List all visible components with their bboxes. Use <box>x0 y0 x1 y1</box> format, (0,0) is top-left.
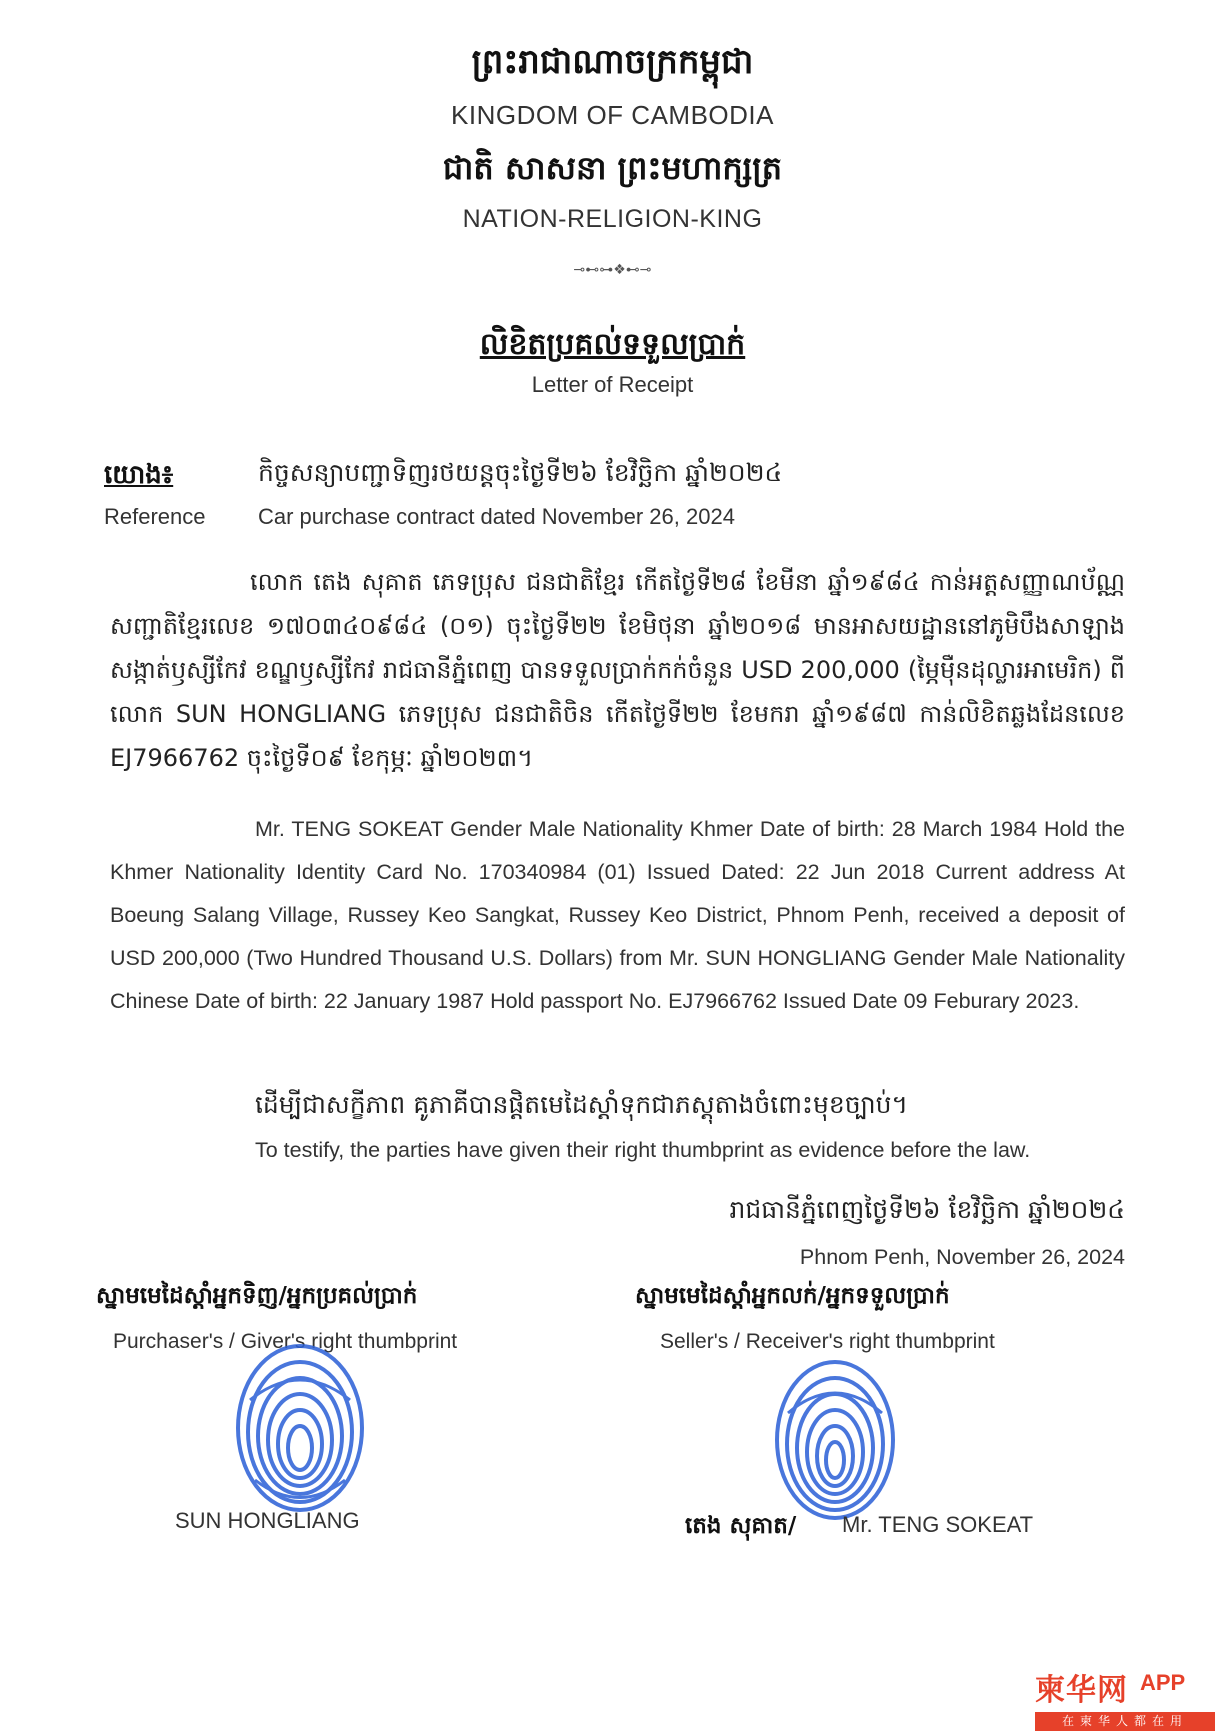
kingdom-title-khmer: ព្រះរាជាណាចក្រកម្ពុជា <box>471 42 754 82</box>
reference-value-english: Car purchase contract dated November 26, 2024 <box>258 504 735 529</box>
body-paragraph-english: Mr. TENG SOKEAT Gender Male Nationality Khmer Date of birth: 28 March 1984 Hold the Khmer Nationality Identity Card No. 170340984 (01) Issued Dated: 22 Jun 2018 Current address At Boeung Salang Village, Russey Keo Sangkat, Russey Keo District, Phnom Penh, received a deposit of USD 200,000 (Two Hundred Thousand U.S. Dollars) from Mr. SUN HONGLIANG Gender Male Nationality Chinese Date of birth: 22 January 1987 Hold passport No. EJ7966762 Issued Date 09 Feburary 2023. <box>110 817 1125 1013</box>
seller-thumbprint-label-english: Seller's / Receiver's right thumbprint <box>660 1330 995 1353</box>
seller-thumbprint-label-khmer: ស្នាមមេដៃស្ដាំអ្នកលក់/អ្នកទទួលប្រាក់ <box>635 1282 950 1309</box>
seller-name-english: Mr. TENG SOKEAT <box>842 1512 1034 1537</box>
purchaser-thumbprint-label-english: Purchaser's / Giver's right thumbprint <box>113 1330 458 1353</box>
national-motto-english: NATION-RELIGION-KING <box>462 205 763 233</box>
watermark-app-label: APP <box>1140 1670 1186 1695</box>
reference-label-english: Reference <box>104 504 206 529</box>
date-place-english: Phnom Penh, November 26, 2024 <box>799 1245 1125 1269</box>
kingdom-title-english: KINGDOM OF CAMBODIA <box>451 100 774 130</box>
testify-statement-khmer: ដើម្បីជាសក្ខីភាព គូភាគីបានផ្ដិតមេដៃស្ដាំទុកជាភស្តុតាងចំពោះមុខច្បាប់។ <box>255 1090 908 1119</box>
body-paragraph-khmer: លោក តេង សុគាត ភេទប្រុស ជនជាតិខ្មែរ កើតថ្ងៃទី២៨ ខែមីនា ឆ្នាំ១៩៨៤ កាន់អត្តសញ្ញាណប័ណ្ណសញ្ជាតិខ្មែរលេខ ១៧០៣៤០៩៨៤ (០១) ចុះថ្ងៃទី២២ ខែមិថុនា ឆ្នាំ២០១៨ មានអាសយដ្ឋាននៅភូមិបឹងសាឡាង សង្កាត់ឫស្សីកែវ ខណ្ឌឫស្សីកែវ រាជធានីភ្នំពេញ បានទទួលប្រាក់កក់ចំនួន USD 200,000 (ម្ភៃម៉ឺនដុល្លារអាមេរិក) ពី លោក SUN HONGLIANG ភេទប្រុស ជនជាតិចិន កើតថ្ងៃទី២២ ខែមករា ឆ្នាំ១៩៨៧ កាន់លិខិតឆ្លងដែនលេខ EJ7966762 ចុះថ្ងៃទី០៩ ខែកុម្ភៈ ឆ្នាំ២០២៣។ <box>110 568 1125 772</box>
reference-value-khmer: កិច្ចសន្យាបញ្ជាទិញរថយន្តចុះថ្ងៃទី២៦ ខែវិច្ឆិកា ឆ្នាំ២០២៤ <box>258 458 783 487</box>
purchaser-thumbprint-label-khmer: ស្នាមមេដៃស្ដាំអ្នកទិញ/អ្នកប្រគល់ប្រាក់ <box>96 1282 418 1309</box>
seller-name-khmer: តេង សុគាត/ <box>685 1512 797 1539</box>
national-motto-khmer: ជាតិ សាសនា ព្រះមហាក្សត្រ <box>442 149 783 187</box>
seller-thumbprint <box>770 1358 900 1523</box>
ornament-divider: ⊸⊷⊶❖⊷⊸ <box>573 262 652 278</box>
watermark-tagline: 在柬华人都在用 <box>1035 1712 1215 1731</box>
testify-statement-english: To testify, the parties have given their right thumbprint as evidence before the law. <box>255 1138 1031 1162</box>
date-place-khmer: រាជធានីភ្នំពេញថ្ងៃទី២៦ ខែវិច្ឆិកា ឆ្នាំ២០២៤ <box>729 1195 1125 1224</box>
document-title-english: Letter of Receipt <box>531 372 694 397</box>
purchaser-name: SUN HONGLIANG <box>175 1508 360 1533</box>
document-title-khmer: លិខិតប្រគល់ទទួលប្រាក់ <box>479 327 746 362</box>
purchaser-thumbprint <box>230 1340 370 1515</box>
reference-label-khmer: យោង៖ <box>104 460 174 490</box>
watermark-logo: 柬华网 <box>1035 1673 1128 1708</box>
